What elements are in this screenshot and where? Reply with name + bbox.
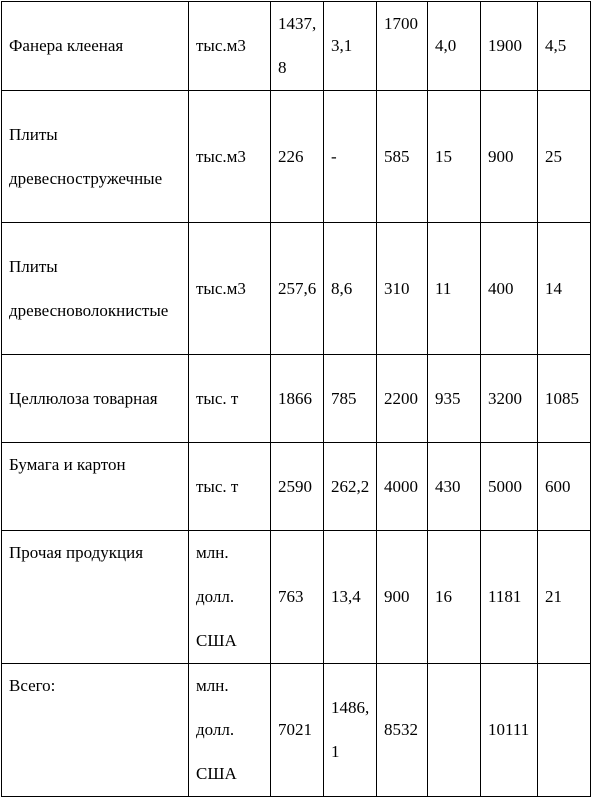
- value-cell: 262,2: [324, 443, 377, 531]
- value-cell: 16: [428, 531, 481, 664]
- unit-cell: тыс.м3: [189, 223, 271, 355]
- product-name-cell: Прочая продукция: [2, 531, 189, 664]
- value-cell: 900: [481, 91, 538, 223]
- production-table: [1, 1, 591, 797]
- value-cell: 1181: [481, 531, 538, 664]
- value-cell: 900: [377, 531, 428, 664]
- table-row: [2, 443, 591, 531]
- unit-cell: тыс. т: [189, 355, 271, 443]
- product-name-cell: Плиты древесноволокнистые: [2, 223, 189, 355]
- table-row: [2, 355, 591, 443]
- value-cell: 310: [377, 223, 428, 355]
- table-row: [2, 223, 591, 355]
- value-cell: 585: [377, 91, 428, 223]
- value-cell: 1486,1: [324, 664, 377, 797]
- value-cell: 8,6: [324, 223, 377, 355]
- value-cell: 763: [271, 531, 324, 664]
- value-cell: 226: [271, 91, 324, 223]
- value-cell: 935: [428, 355, 481, 443]
- value-cell: 1700: [377, 2, 428, 91]
- table-row: [2, 2, 591, 91]
- value-cell: 2590: [271, 443, 324, 531]
- unit-cell: тыс.м3: [189, 2, 271, 91]
- value-cell: 8532: [377, 664, 428, 797]
- product-name-cell: Плиты древесностружечные: [2, 91, 189, 223]
- value-cell: 400: [481, 223, 538, 355]
- value-cell: 25: [538, 91, 591, 223]
- value-cell: 257,6: [271, 223, 324, 355]
- unit-cell: тыс. т: [189, 443, 271, 531]
- value-cell: 430: [428, 443, 481, 531]
- product-name-cell: Всего:: [2, 664, 189, 797]
- value-cell: 2200: [377, 355, 428, 443]
- value-cell: 3,1: [324, 2, 377, 91]
- value-cell: 1900: [481, 2, 538, 91]
- value-cell: 3200: [481, 355, 538, 443]
- unit-cell: млн. долл. США: [189, 531, 271, 664]
- value-cell: 15: [428, 91, 481, 223]
- value-cell: 11: [428, 223, 481, 355]
- unit-cell: млн. долл. США: [189, 664, 271, 797]
- value-cell: 785: [324, 355, 377, 443]
- value-cell: 13,4: [324, 531, 377, 664]
- table-row: [2, 91, 591, 223]
- value-cell: 14: [538, 223, 591, 355]
- unit-cell: тыс.м3: [189, 91, 271, 223]
- value-cell: 1437,8: [271, 2, 324, 91]
- value-cell: 4,0: [428, 2, 481, 91]
- value-cell: 1866: [271, 355, 324, 443]
- value-cell: -: [324, 91, 377, 223]
- table-row: [2, 531, 591, 664]
- value-cell: 10111: [481, 664, 538, 797]
- product-name-cell: Бумага и картон: [2, 443, 189, 531]
- value-cell: 4,5: [538, 2, 591, 91]
- value-cell: 4000: [377, 443, 428, 531]
- product-name-cell: Фанера клееная: [2, 2, 189, 91]
- product-name-cell: Целлюлоза товарная: [2, 355, 189, 443]
- value-cell: 21: [538, 531, 591, 664]
- value-cell: [428, 664, 481, 797]
- table-row: [2, 664, 591, 797]
- value-cell: 7021: [271, 664, 324, 797]
- value-cell: 1085: [538, 355, 591, 443]
- value-cell: 5000: [481, 443, 538, 531]
- value-cell: 600: [538, 443, 591, 531]
- value-cell: [538, 664, 591, 797]
